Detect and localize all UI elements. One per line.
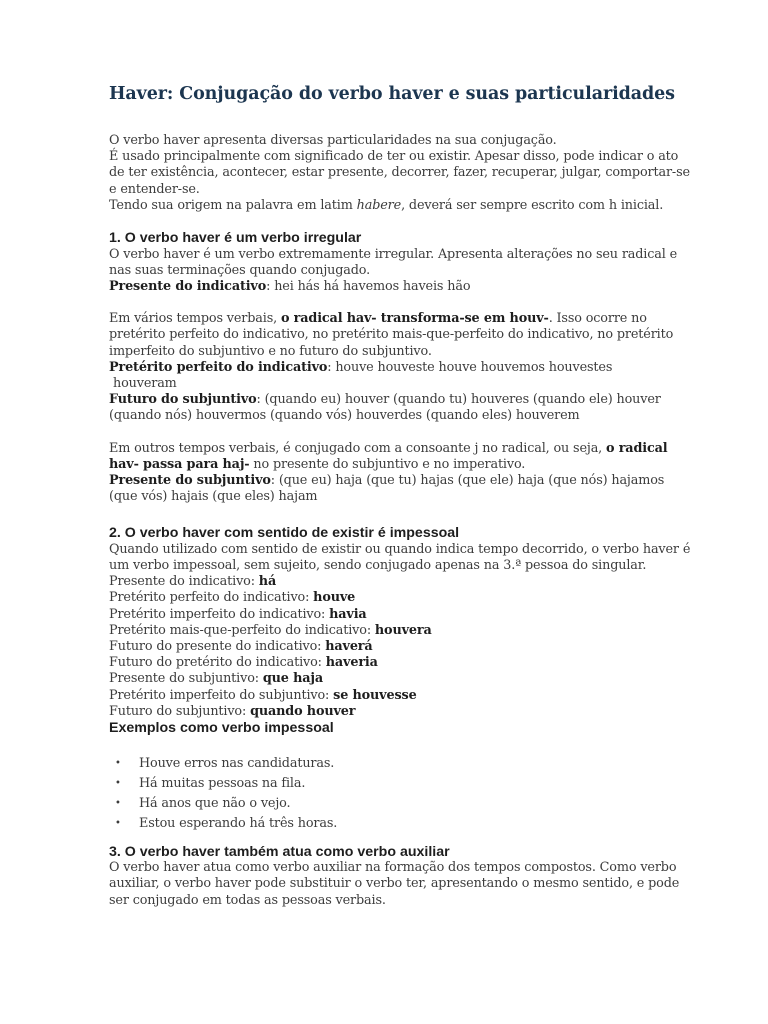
tense-form: haverá bbox=[325, 639, 373, 655]
examples-list bbox=[109, 754, 694, 834]
examples-heading: Exemplos como verbo impessoal bbox=[109, 720, 334, 737]
tense-form: que haja bbox=[262, 671, 324, 687]
present-indicative-line bbox=[109, 279, 694, 295]
tense-forms: : houve houveste houve houvemos houvestes bbox=[327, 359, 613, 375]
section-1-heading: 1. O verbo haver é um verbo irregular bbox=[109, 230, 362, 247]
para-text-end: no presente do subjuntivo e no imperativo. bbox=[249, 456, 526, 472]
tense-forms: : hei hás há havemos haveis hão bbox=[266, 278, 471, 294]
latin-word: habere bbox=[356, 197, 402, 213]
intro-paragraph-3 bbox=[109, 198, 694, 214]
list-item bbox=[109, 754, 694, 774]
tense-label: Futuro do presente do indicativo: bbox=[109, 639, 326, 655]
intro-paragraph-2: É usado principalmente com significado de ter ou existir. Apesar disso, pode indicar o ato de ter existência, acontecer, estar presente, decorrer, fazer, recuperar, julgar, comportar-se e entender-se. bbox=[109, 149, 690, 197]
tense-form: houvera bbox=[374, 622, 432, 638]
present-subjunctive-line bbox=[109, 473, 694, 505]
tense-form: há bbox=[258, 574, 277, 590]
tense-label: Presente do subjuntivo: bbox=[109, 671, 263, 687]
intro-paragraph-1: O verbo haver apresenta diversas particularidades na sua conjugação. bbox=[109, 133, 557, 148]
tense-label: Pretérito imperfeito do indicativo: bbox=[109, 606, 330, 622]
page-title: Haver: Conjugação do verbo haver e suas particularidades bbox=[109, 84, 675, 104]
bullet-icon: • bbox=[115, 797, 121, 809]
future-subjunctive-line bbox=[109, 392, 694, 424]
section-2-heading: 2. O verbo haver com sentido de existir é impessoal bbox=[109, 525, 460, 542]
tense-forms: : (que eu) haja (que tu) hajas (que ele) haja (que nós) hajamos (que vós) hajais (que eles) hajam bbox=[109, 472, 665, 505]
tense-label: Presente do indicativo: bbox=[109, 574, 259, 590]
tense-row bbox=[109, 574, 694, 590]
intro-text: Tendo sua origem na palavra em latim bbox=[109, 197, 357, 213]
section-1-paragraph: O verbo haver é um verbo extremamente irregular. Apresenta alterações no seu radical e nas suas terminações quando conjugado. bbox=[109, 246, 678, 278]
section-2-paragraph: Quando utilizado com sentido de existir ou quando indica tempo decorrido, o verbo haver é um verbo impessoal, sem sujeito, sendo conjugado apenas na 3.ª pessoa do singular. bbox=[109, 541, 691, 574]
tense-label: Futuro do pretérito do indicativo: bbox=[109, 655, 326, 671]
para-text: Em vários tempos verbais, bbox=[109, 311, 281, 327]
tense-label: Presente do subjuntivo bbox=[109, 472, 271, 488]
tense-row bbox=[109, 607, 694, 623]
example-text: Há anos que não o vejo. bbox=[139, 795, 291, 811]
tense-label: Futuro do subjuntivo bbox=[109, 392, 257, 408]
tense-row bbox=[109, 655, 694, 671]
preterite-perfect-line bbox=[109, 360, 694, 376]
bullet-icon: • bbox=[115, 817, 121, 829]
tense-row bbox=[109, 623, 694, 639]
section-3-heading: 3. O verbo haver também atua como verbo auxiliar bbox=[109, 843, 450, 860]
tense-label: Pretérito imperfeito do subjuntivo: bbox=[109, 687, 334, 703]
tense-form: se houvesse bbox=[333, 687, 417, 703]
tense-row bbox=[109, 671, 694, 687]
list-item bbox=[109, 814, 694, 834]
radical-rule: o radical hav- transforma-se em houv- bbox=[280, 311, 549, 327]
tense-form: houve bbox=[313, 590, 356, 606]
document-page bbox=[109, 82, 694, 909]
impersonal-tense-list bbox=[109, 574, 694, 720]
tense-label: Futuro do subjuntivo: bbox=[109, 703, 251, 719]
para-text: Em outros tempos verbais, é conjugado com a consoante j no radical, ou seja, bbox=[109, 440, 607, 456]
tense-row bbox=[109, 590, 694, 606]
tense-label: Pretérito perfeito do indicativo: bbox=[109, 590, 314, 606]
list-item bbox=[109, 794, 694, 814]
tense-forms: : (quando eu) houver (quando tu) houveres (quando ele) houver (quando nós) houvermos (quando vós) houverdes (quando eles) houverem bbox=[109, 392, 661, 424]
tense-row bbox=[109, 688, 694, 704]
section-3-paragraph: O verbo haver atua como verbo auxiliar na formação dos tempos compostos. Como verbo auxiliar, o verbo haver pode substituir o verbo ter, apresentando o mesmo sentido, e pode ser conjugado em todas as pessoas verbais. bbox=[109, 860, 680, 908]
tense-form: havia bbox=[329, 606, 367, 622]
example-text: Há muitas pessoas na fila. bbox=[139, 775, 306, 791]
para-text-end: . Isso ocorre no pretérito perfeito do indicativo, no pretérito mais-que-perfeito do indicativo, no pretérito imperfeito do subjuntivo e no futuro do subjuntivo. bbox=[109, 311, 674, 359]
bullet-icon: • bbox=[115, 777, 121, 789]
example-text: Houve erros nas candidaturas. bbox=[139, 755, 335, 771]
tense-form: quando houver bbox=[250, 703, 356, 719]
list-item bbox=[109, 774, 694, 794]
tense-label: Pretérito perfeito do indicativo bbox=[109, 359, 328, 375]
radical-rule: o radical hav- passa para haj- bbox=[109, 440, 668, 472]
intro-text-end: , deverá ser sempre escrito com h inicial. bbox=[401, 197, 664, 213]
bullet-icon: • bbox=[115, 757, 121, 769]
radical-hav-houv-paragraph bbox=[109, 311, 694, 360]
preterite-perfect-line-2: houveram bbox=[113, 375, 177, 391]
tense-form: haveria bbox=[325, 655, 378, 671]
tense-row bbox=[109, 704, 694, 720]
tense-label: Presente do indicativo bbox=[109, 278, 267, 294]
example-text: Estou esperando há três horas. bbox=[139, 815, 338, 831]
radical-hav-haj-paragraph bbox=[109, 441, 694, 473]
tense-label: Pretérito mais-que-perfeito do indicativo: bbox=[109, 622, 375, 638]
tense-row bbox=[109, 639, 694, 655]
